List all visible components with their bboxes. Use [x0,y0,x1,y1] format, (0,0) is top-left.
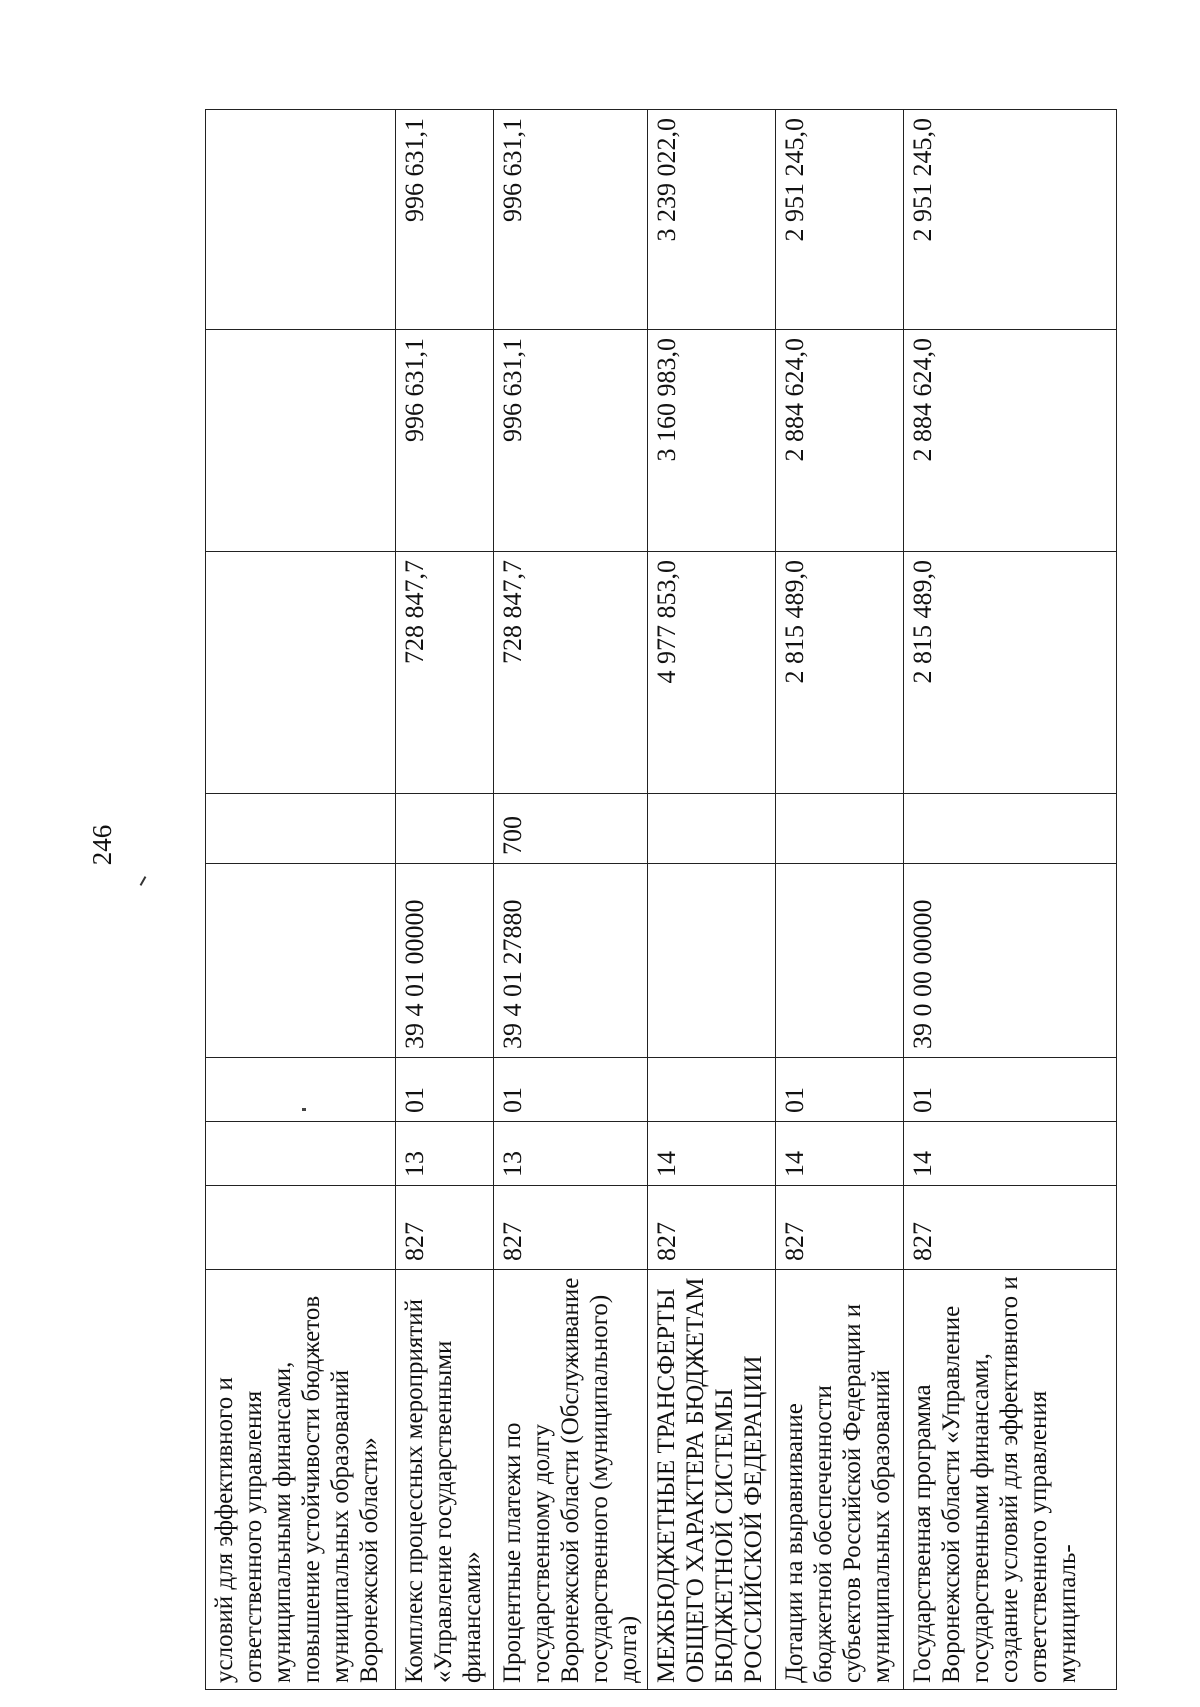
table-row [904,110,1117,1690]
year1-cell [206,552,396,794]
rz-cell: 14 [648,1122,776,1186]
pr-cell [648,1058,776,1122]
year1-cell: 728 847,7 [494,552,648,794]
year2-cell: 996 631,1 [396,330,494,552]
table-row [648,110,776,1690]
row-name: Процентные платежи по государственному долгу Воронежской области (Обслуживание государственного (муниципального) долга) [494,1270,648,1690]
csr-cell: 39 0 00 00000 [904,864,1117,1058]
grbs-cell: 827 [648,1186,776,1270]
vr-cell [648,794,776,864]
row-name: Дотации на выравнивание бюджетной обеспеченности субъектов Российской Федерации и муниципальных образований [776,1270,904,1690]
year3-cell: 2 951 245,0 [904,110,1117,330]
year1-cell: 2 815 489,0 [904,552,1117,794]
rz-cell: 13 [396,1122,494,1186]
pr-cell: 01 [494,1058,648,1122]
pr-cell [206,1058,396,1122]
year2-cell: 2 884 624,0 [904,330,1117,552]
grbs-cell: 827 [396,1186,494,1270]
grbs-cell: 827 [904,1186,1117,1270]
year2-cell: 996 631,1 [494,330,648,552]
row-name: Государственная программа Воронежской области «Управление государственными финансами, создание условий для эффективного и ответственного управления муниципаль- [904,1270,1117,1690]
table-row [776,110,904,1690]
csr-cell [776,864,904,1058]
scan-mark [140,876,147,886]
vr-cell [206,794,396,864]
year3-cell: 996 631,1 [396,110,494,330]
year3-cell: 3 239 022,0 [648,110,776,330]
grbs-cell: 827 [494,1186,648,1270]
vr-cell [396,794,494,864]
year3-cell: 996 631,1 [494,110,648,330]
row-name: МЕЖБЮДЖЕТНЫЕ ТРАНСФЕРТЫ ОБЩЕГО ХАРАКТЕРА БЮДЖЕТАМ БЮДЖЕТНОЙ СИСТЕМЫ РОССИЙСКОЙ ФЕДЕРАЦИИ [648,1270,776,1690]
year2-cell: 3 160 983,0 [648,330,776,552]
rz-cell [206,1122,396,1186]
pr-cell: 01 [396,1058,494,1122]
vr-cell: 700 [494,794,648,864]
csr-cell [648,864,776,1058]
pr-cell: 01 [904,1058,1117,1122]
year3-cell [206,110,396,330]
row-name: Комплекс процессных мероприятий «Управление государственными финансами» [396,1270,494,1690]
grbs-cell [206,1186,396,1270]
rz-cell: 14 [776,1122,904,1186]
pr-cell: 01 [776,1058,904,1122]
year1-cell: 728 847,7 [396,552,494,794]
year3-cell: 2 951 245,0 [776,110,904,330]
year1-cell: 4 977 853,0 [648,552,776,794]
table-row [396,110,494,1690]
csr-cell: 39 4 01 00000 [396,864,494,1058]
rz-cell: 14 [904,1122,1117,1186]
year2-cell [206,330,396,552]
budget-table-rotated [205,110,1090,1690]
rz-cell: 13 [494,1122,648,1186]
csr-cell [206,864,396,1058]
table-row [494,110,648,1690]
row-name: условий для эффективного и ответственного управления муниципальными финансами, повышение устойчивости бюджетов муниципальных образований Воронежской области» [206,1270,396,1690]
grbs-cell: 827 [776,1186,904,1270]
vr-cell [904,794,1117,864]
vr-cell [776,794,904,864]
table-row [206,110,396,1690]
csr-cell: 39 4 01 27880 [494,864,648,1058]
year1-cell: 2 815 489,0 [776,552,904,794]
budget-table [205,109,1117,1690]
year2-cell: 2 884 624,0 [776,330,904,552]
page-number: 246 [87,824,117,866]
